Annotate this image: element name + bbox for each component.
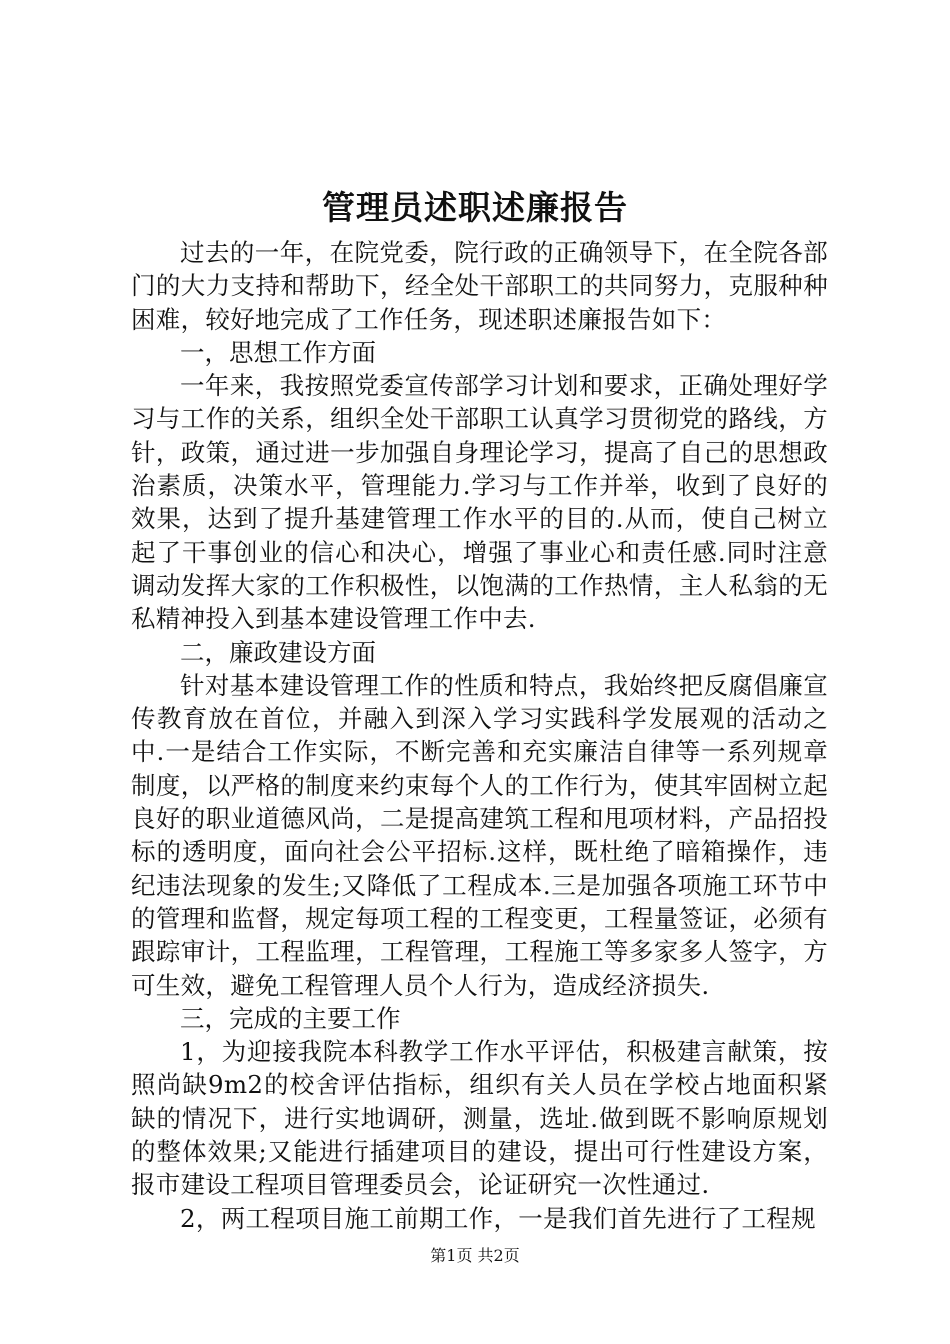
body-paragraph: 1，为迎接我院本科教学工作水平评估，积极建言献策，按照尚缺9m2的校舍评估指标，组织有关人员在学校占地面积紧缺的情况下，进行实地调研，测量，选址.做到既不影响原规划的整体效果;又能进行插建项目的建设，提出可行性建设方案，报市建设工程项目管理委员会，论证研究一次性通过.	[131, 1037, 828, 1200]
body-paragraph: 过去的一年，在院党委，院行政的正确领导下，在全院各部门的大力支持和帮助下，经全处干部职工的共同努力，克服种种困难，较好地完成了工作任务，现述职述廉报告如下：	[131, 238, 828, 334]
body-paragraph: 2，两工程项目施工前期工作，一是我们首先进行了工程规	[180, 1203, 816, 1233]
section-heading: 三，完成的主要工作	[180, 1003, 401, 1033]
page-footer: 第1页 共2页	[430, 1246, 520, 1265]
document-title: 管理员述职述廉报告	[322, 188, 628, 227]
body-paragraph: 一年来，我按照党委宣传部学习计划和要求，正确处理好学习与工作的关系，组织全处干部职工认真学习贯彻党的路线，方针，政策，通过进一步加强自身理论学习，提高了自己的思想政治素质，决策水平，管理能力.学习与工作并举，收到了良好的效果，达到了提升基建管理工作水平的目的.从而，使自己树立起了干事创业的信心和决心，增强了事业心和责任感.同时注意调动发挥大家的工作积极性，以饱满的工作热情，主人私翁的无私精神投入到基本建设管理工作中去.	[131, 371, 828, 634]
section-heading: 二，廉政建设方面	[180, 637, 376, 667]
document-body	[131, 236, 828, 1235]
body-paragraph: 针对基本建设管理工作的性质和特点，我始终把反腐倡廉宣传教育放在首位，并融入到深入学习实践科学发展观的活动之中.一是结合工作实际，不断完善和充实廉洁自律等一系列规章制度，以严格的制度来约束每个人的工作行为，使其牢固树立起良好的职业道德风尚，二是提高建筑工程和甩项材料，产品招投标的透明度，面向社会公平招标.这样，既杜绝了暗箱操作，违纪违法现象的发生;又降低了工程成本.三是加强各项施工环节中的管理和监督，规定每项工程的工程变更，工程量签证，必须有跟踪审计，工程监理，工程管理，工程施工等多家多人签字，方可生效，避免工程管理人员个人行为，造成经济损失.	[131, 670, 828, 1000]
section-heading: 一，思想工作方面	[180, 337, 376, 367]
